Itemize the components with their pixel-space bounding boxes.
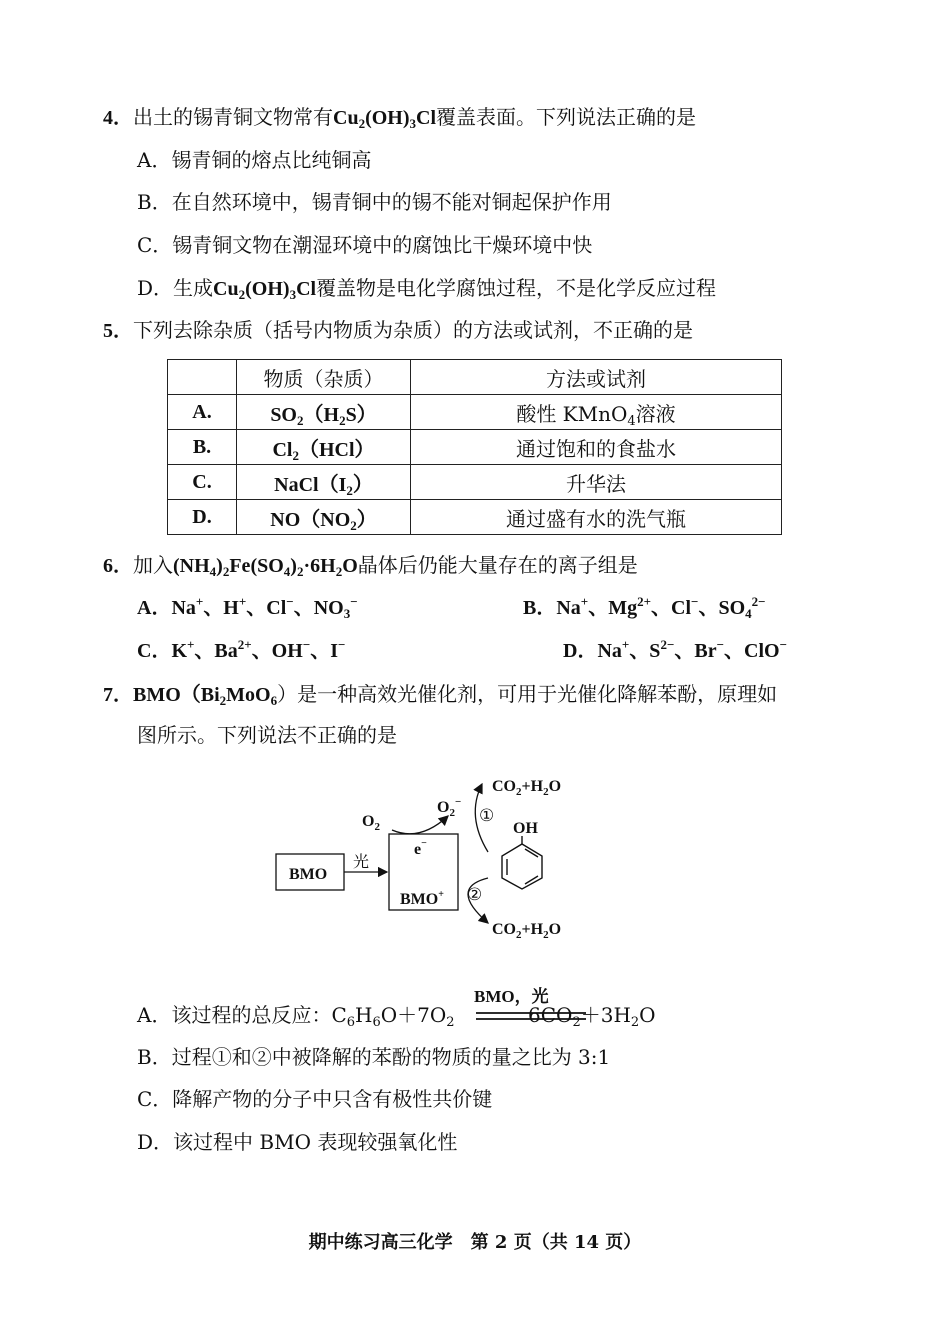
electron-label: e− — [414, 838, 427, 858]
q7-stem-line1: 7．$BMO(Bi_2MoO_6)$是一种高效光催化剂，可用于光催化降解苯酚，原理如 — [103, 682, 778, 708]
hydroxyl-label: OH — [513, 820, 538, 837]
row-option: B. — [168, 430, 237, 465]
table-row — [168, 500, 782, 535]
row-method: 酸性 KMnO$_4$溶液 — [411, 395, 782, 430]
q7-option-b: B．过程①和②中被降解的苯酚的物质的量之比为 3:1 — [137, 1045, 611, 1069]
q7-option-c: C．降解产物的分子中只含有极性共价键 — [137, 1087, 493, 1111]
product-bottom-label: $CO_2+H_2O$ — [492, 921, 562, 941]
q4-option-c: C．锡青铜文物在潮湿环境中的腐蚀比干燥环境中快 — [137, 233, 593, 257]
row-method: 通过饱和的食盐水 — [411, 430, 782, 465]
table-row — [168, 430, 782, 465]
light-label: 光 — [353, 854, 370, 871]
photocatalysis-diagram — [270, 768, 590, 948]
row-option: A. — [168, 395, 237, 430]
row-substance: $NO(NO_2)$ — [237, 500, 411, 535]
row-method: 通过盛有水的洗气瓶 — [411, 500, 782, 535]
table-header-cell: 方法或试剂 — [411, 360, 782, 395]
q6-option-c: C．K+、$Ba^{2+}$、OH−、I− — [137, 637, 346, 662]
circle-one-label: ① — [479, 806, 495, 825]
product-top-label: $CO_2+H_2O$ — [492, 778, 562, 798]
q6-option-a: A．Na+、H+、Cl−、$NO_3^-$ — [137, 594, 358, 621]
table-header-cell — [168, 360, 237, 395]
q4-option-b: B．在自然环境中，锡青铜中的锡不能对铜起保护作用 — [137, 190, 612, 214]
q4-option-a: A．锡青铜的熔点比纯铜高 — [137, 148, 372, 172]
table-row — [168, 395, 782, 430]
q7-option-d: D．该过程中 BMO 表现较强氧化性 — [137, 1130, 458, 1154]
impurity-table — [167, 359, 782, 535]
bmo-box-label: BMO — [289, 866, 328, 883]
q7-stem-line2: 图所示。下列说法不正确的是 — [137, 723, 397, 747]
table-header-row — [168, 360, 782, 395]
q4-option-d: D．生成$Cu_2(OH)_3Cl$覆盖物是电化学腐蚀过程，不是化学反应过程 — [137, 276, 717, 302]
row-method: 升华法 — [411, 465, 782, 500]
bmo-plus-label: BMO+ — [400, 889, 444, 908]
reaction-condition: BMO，光 — [474, 987, 549, 1006]
oxygen-reduction-arrow — [392, 816, 448, 834]
circle-two-label: ② — [467, 885, 483, 904]
superoxide-label: $O_2^-$ — [437, 796, 462, 819]
oxygen-label: $O_2$ — [362, 813, 380, 833]
q6-option-b: B．Na+、$Mg^{2+}$、Cl−、$SO_4^{2-}$ — [523, 594, 766, 621]
q4-stem: 4．出土的锡青铜文物常有$Cu_2(OH)_3Cl$覆盖表面。下列说法正确的是 — [103, 105, 697, 131]
q7-option-a-products: $6CO_2+3H_2O$ — [528, 1003, 656, 1030]
table-row — [168, 465, 782, 500]
q6-option-d: D．Na+、$S^{2-}$、Br−、ClO− — [563, 637, 787, 662]
row-substance: $NaCl(I_2)$ — [237, 465, 411, 500]
row-option: C. — [168, 465, 237, 500]
table-header-cell: 物质（杂质） — [237, 360, 411, 395]
row-substance: $Cl_2(HCl)$ — [237, 430, 411, 465]
q6-stem: 6．加入$(NH_4)_2Fe(SO_4)_2\cdot 6H_2O$晶体后仍能大量存在的离子组是 — [103, 553, 638, 579]
page-footer: 期中练习高三化学 第 2 页（共 14 页） — [308, 1232, 642, 1253]
phenol-structure — [502, 836, 542, 889]
q7-option-a: A．该过程的总反应：$C_6H_6O+7O_2$ — [137, 1003, 455, 1030]
row-option: D. — [168, 500, 237, 535]
row-substance: $SO_2(H_2S)$ — [237, 395, 411, 430]
q5-stem: 5．下列去除杂质（括号内物质为杂质）的方法或试剂，不正确的是 — [103, 318, 693, 342]
